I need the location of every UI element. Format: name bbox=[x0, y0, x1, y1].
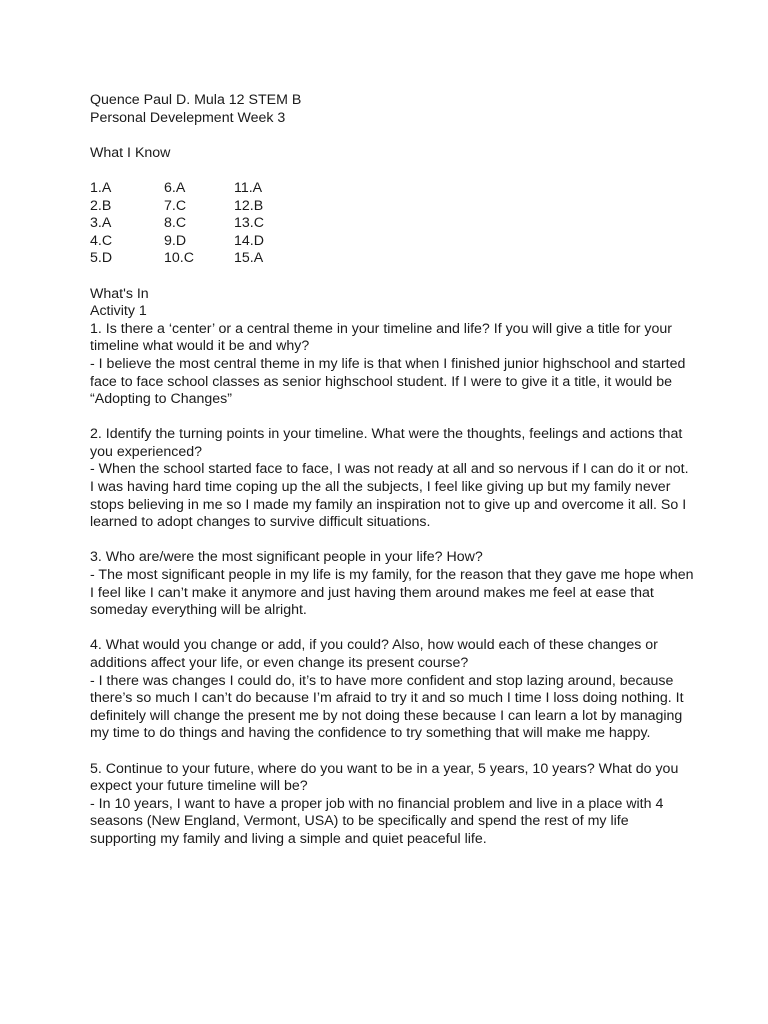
answer-row bbox=[90, 250, 690, 268]
answer-text: - I believe the most central theme in my life is that when I finished junior highschool and started bbox=[90, 355, 686, 372]
answer-text: learned to adopt changes to survive difficult situations. bbox=[90, 514, 431, 531]
spacer bbox=[90, 268, 690, 286]
answer-text: seasons (New England, Vermont, USA) to be specifically and spend the rest of my life bbox=[90, 813, 629, 830]
question-text: 5. Continue to your future, where do you want to be in a year, 5 years, 10 years? What do you bbox=[90, 760, 679, 777]
answer-cell: 9.D bbox=[164, 232, 187, 249]
answer-cell: 10.C bbox=[164, 250, 194, 267]
answer-row bbox=[90, 215, 690, 233]
answer-row bbox=[90, 233, 690, 251]
spacer bbox=[90, 620, 690, 638]
question-text: expect your future timeline will be? bbox=[90, 778, 308, 795]
question-text: 3. Who are/were the most significant people in your life? How? bbox=[90, 549, 483, 566]
answer-cell: 14.D bbox=[234, 232, 264, 249]
spacer bbox=[90, 532, 690, 550]
question-block bbox=[90, 761, 690, 849]
answer-cell: 13.C bbox=[234, 215, 264, 232]
question-text: you experienced? bbox=[90, 443, 203, 460]
answer-text: I feel like I can’t make it anymore and just having them around makes me feel at ease that bbox=[90, 584, 654, 601]
answer-cell: 4.C bbox=[90, 232, 113, 249]
answer-row bbox=[90, 198, 690, 216]
spacer bbox=[90, 127, 690, 145]
answer-text: - When the school started face to face, I was not ready at all and so nervous if I can do it or not. bbox=[90, 461, 689, 478]
answer-cell: 3.A bbox=[90, 215, 112, 232]
answer-row bbox=[90, 180, 690, 198]
question-text: additions affect your life, or even change its present course? bbox=[90, 655, 469, 671]
answer-text: there’s so much I can’t do because I’m afraid to try it and so much I time I loss doing nothing. It bbox=[90, 690, 684, 707]
answer-text: my time to do things and having the confidence to try something that will make me happy. bbox=[90, 725, 651, 742]
answer-text: - I there was changes I could do, it’s to have more confident and stop lazing around, because bbox=[90, 672, 674, 689]
answer-text: stops believing in me so I made my family an inspiration not to give up and overcome it all. So I bbox=[90, 496, 687, 513]
answer-cell: 11.A bbox=[234, 179, 263, 196]
answer-text: face to face school classes as senior highschool student. If I were to give it a title, it would be bbox=[90, 373, 672, 390]
answer-text: “Adopting to Changes” bbox=[90, 391, 232, 408]
answer-key-grid bbox=[90, 180, 690, 268]
student-name-line: Quence Paul D. Mula 12 STEM B bbox=[90, 92, 302, 108]
spacer bbox=[90, 743, 690, 761]
answer-cell: 8.C bbox=[164, 215, 187, 232]
answer-text: - In 10 years, I want to have a proper job with no financial problem and live in a place with 4 bbox=[90, 795, 664, 812]
document-page bbox=[90, 92, 694, 849]
answer-cell: 1.A bbox=[90, 179, 112, 196]
subject-line: Personal Develepment Week 3 bbox=[90, 109, 286, 126]
answer-text: definitely will change the present me by not doing these because I can learn a lot by managing bbox=[90, 707, 683, 724]
activity-label: Activity 1 bbox=[90, 303, 147, 320]
answer-text: someday everything will be alright. bbox=[90, 602, 307, 619]
question-block bbox=[90, 321, 690, 409]
question-text: 1. Is there a ‘center’ or a central theme in your timeline and life? If you will give a title for your bbox=[90, 320, 672, 337]
answer-cell: 5.D bbox=[90, 250, 113, 267]
question-block bbox=[90, 637, 690, 743]
question-text: 4. What would you change or add, if you could? Also, how would each of these changes or bbox=[90, 637, 658, 654]
what-i-know-heading: What I Know bbox=[90, 144, 171, 161]
question-block bbox=[90, 549, 694, 619]
spacer bbox=[90, 162, 690, 180]
answer-cell: 15.A bbox=[234, 250, 264, 267]
answer-cell: 2.B bbox=[90, 197, 112, 214]
answer-text: I was having hard time coping up the all the subjects, I feel like giving up but my family never bbox=[90, 479, 671, 496]
spacer bbox=[90, 409, 690, 427]
answer-cell: 12.B bbox=[234, 197, 264, 214]
whats-in-heading: What's In bbox=[90, 285, 149, 302]
answer-text: - The most significant people in my life is my family, for the reason that they gave me hope when bbox=[90, 567, 694, 584]
answer-cell: 6.A bbox=[164, 179, 186, 196]
question-text: 2. Identify the turning points in your timeline. What were the thoughts, feelings and actions that bbox=[90, 426, 683, 443]
question-block bbox=[90, 426, 690, 532]
answer-cell: 7.C bbox=[164, 197, 187, 214]
answer-text: supporting my family and living a simple and quiet peaceful life. bbox=[90, 830, 487, 847]
question-text: timeline what would it be and why? bbox=[90, 338, 310, 355]
